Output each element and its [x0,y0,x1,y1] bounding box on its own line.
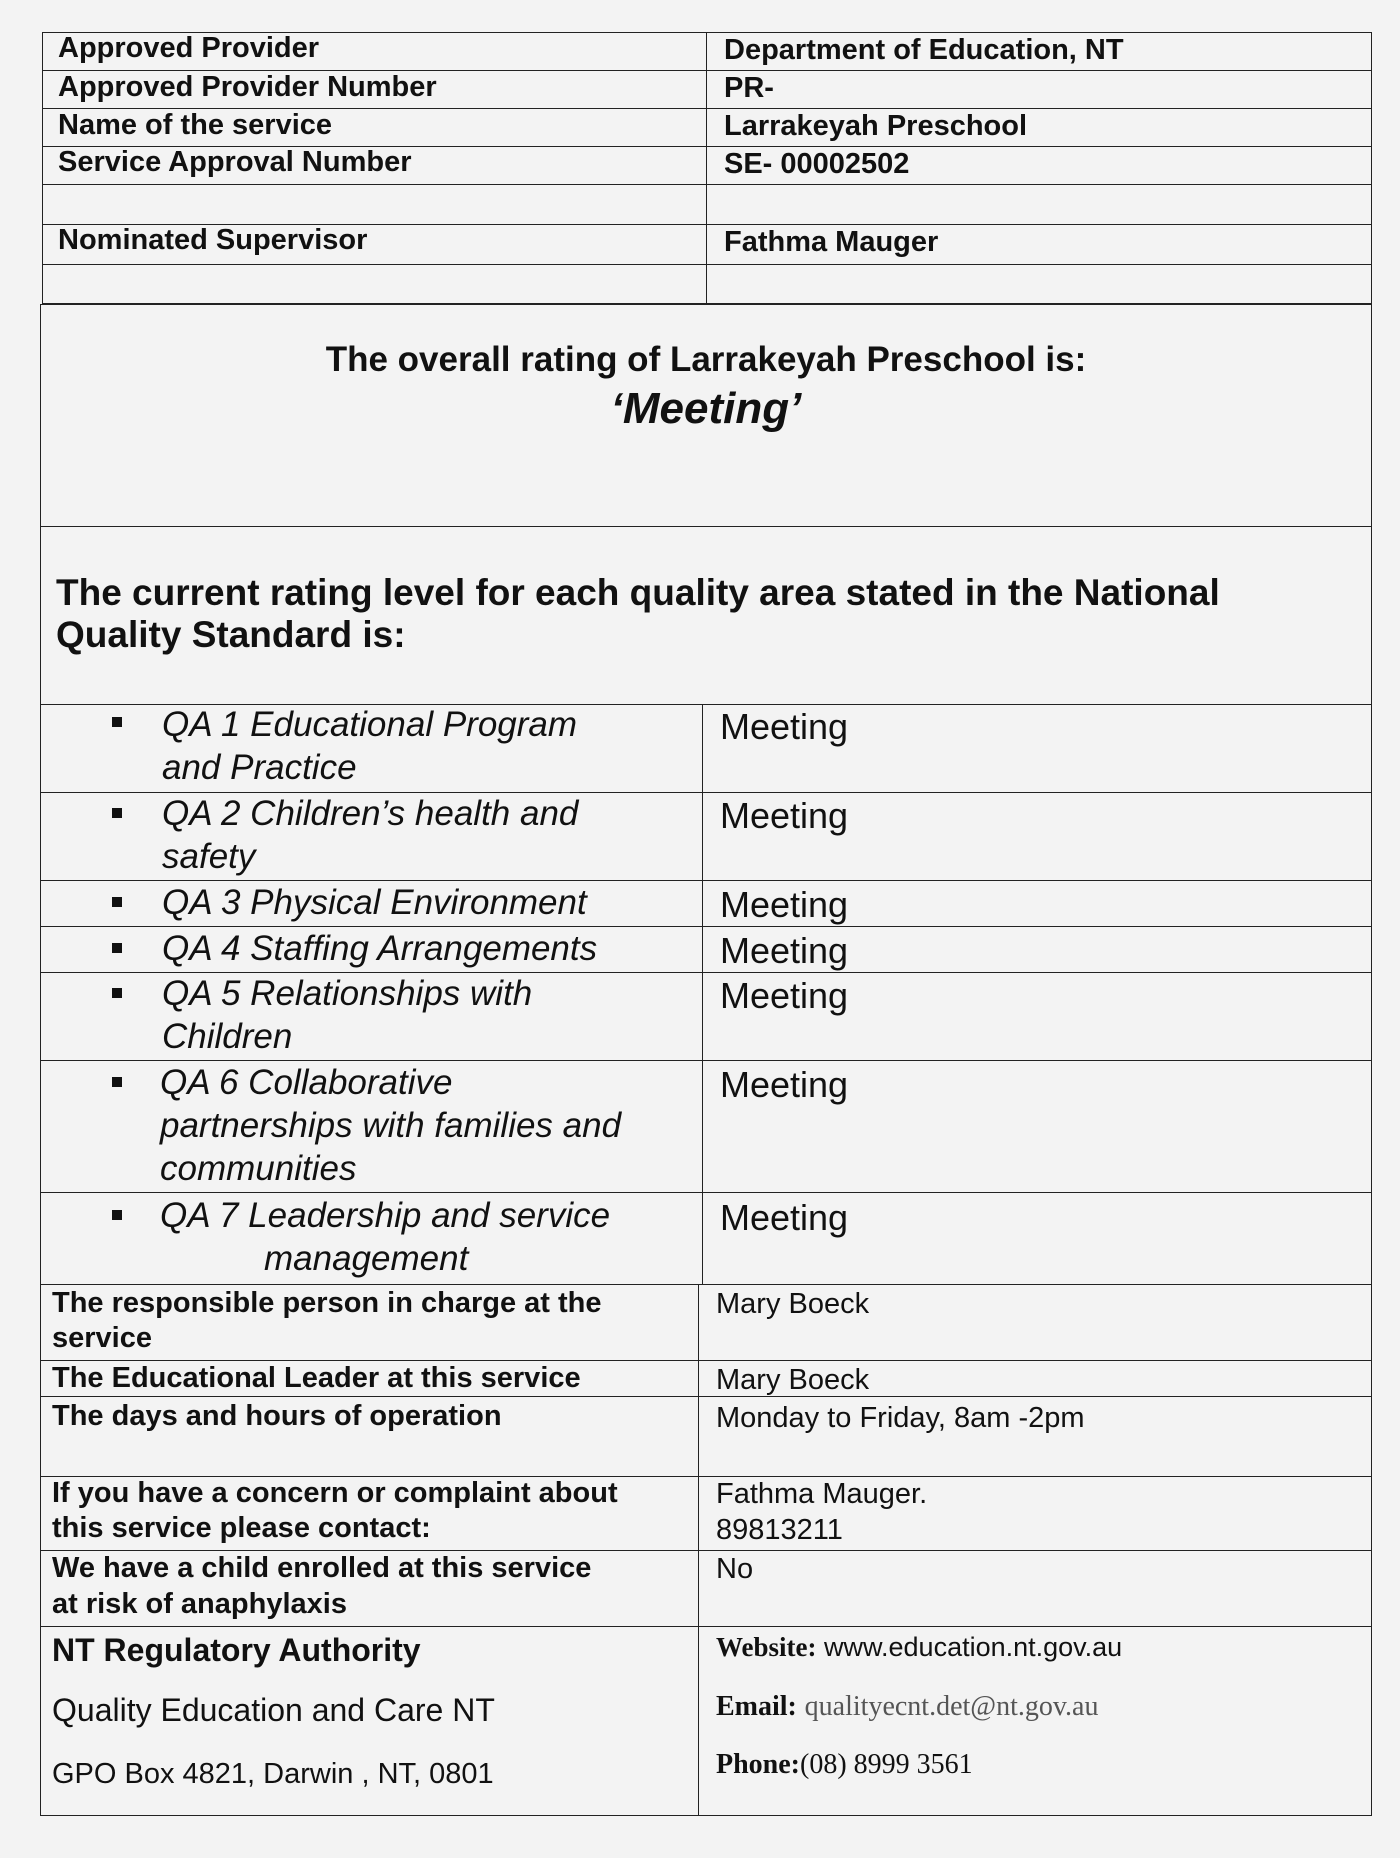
responsible-person-label: service [52,1322,152,1354]
qa4-label: QA 4 Staffing Arrangements [162,929,598,968]
bullet-icon [112,1077,122,1087]
row-line [40,1284,1372,1285]
educational-leader-label: The Educational Leader at this service [52,1362,581,1394]
qa-heading-line1: The current rating level for each quality area stated in the National [56,572,1220,613]
anaphylaxis-value: No [716,1553,754,1585]
qa3-rating: Meeting [720,884,849,925]
responsible-person-value: Mary Boeck [716,1288,870,1320]
qa5-label: QA 5 Relationships with [162,974,533,1013]
website-line [716,1632,1122,1663]
qa1-rating: Meeting [720,706,849,747]
row-line [40,972,1372,973]
qa6-label: partnerships with families and [160,1106,622,1145]
overall-divider [40,526,1372,527]
qa6-rating: Meeting [720,1064,849,1105]
authority-dept: Quality Education and Care NT [52,1692,495,1728]
qa-heading-line2: Quality Standard is: [56,614,406,655]
qa4-rating: Meeting [720,930,849,971]
complaint-label: If you have a concern or complaint about [52,1477,618,1509]
bullet-icon [112,1210,122,1220]
complaint-label: this service please contact: [52,1512,431,1544]
row-line [40,926,1372,927]
row-line [42,264,1372,265]
qa5-rating: Meeting [720,975,849,1016]
website-link[interactable]: www.education.nt.gov.au [824,1632,1123,1662]
qa3-label: QA 3 Physical Environment [162,883,587,922]
phone-value: (08) 8999 3561 [800,1749,973,1780]
row-line [42,184,1372,185]
phone-line [716,1748,973,1781]
approval-number-value: SE- 00002502 [724,148,910,180]
approval-number-label: Service Approval Number [58,146,412,178]
qa-table-divider [702,704,703,1284]
bullet-icon [112,943,122,953]
qa7-rating: Meeting [720,1197,849,1238]
qa6-label: QA 6 Collaborative [160,1063,453,1102]
email-line [716,1690,1098,1723]
qa5-label: Children [162,1017,293,1056]
responsible-person-label: The responsible person in charge at the [52,1287,602,1319]
provider-number-label: Approved Provider Number [58,71,437,103]
complaint-contact-name: Fathma Mauger. [716,1478,928,1510]
approved-provider-value: Department of Education, NT [724,34,1124,66]
row-line [40,792,1372,793]
overall-rating-value: ‘Meeting’ [610,384,802,433]
bullet-icon [112,897,122,907]
qa1-label: and Practice [162,748,357,787]
service-name-value: Larrakeyah Preschool [724,110,1028,142]
qa2-label: safety [162,837,256,876]
service-name-label: Name of the service [58,109,333,141]
authority-name: NT Regulatory Authority [52,1632,421,1668]
email-link[interactable]: qualityecnt.det@nt.gov.au [804,1691,1099,1722]
email-label: Email: [716,1691,797,1722]
qa7-label: QA 7 Leadership and service [160,1196,611,1235]
qa1-label: QA 1 Educational Program [162,705,578,744]
provider-number-value: PR- [724,72,774,104]
website-label: Website: [716,1632,817,1662]
bullet-icon [112,717,122,727]
row-line [40,1060,1372,1061]
row-line [40,880,1372,881]
qa7-label: management [264,1239,469,1278]
approved-provider-label: Approved Provider [58,32,320,64]
hours-label: The days and hours of operation [52,1400,502,1432]
bullet-icon [112,988,122,998]
row-line [40,1396,1372,1397]
supervisor-label: Nominated Supervisor [58,224,368,256]
bullet-icon [112,808,122,818]
qa2-rating: Meeting [720,795,849,836]
row-line [40,1192,1372,1193]
phone-label: Phone: [716,1749,800,1780]
anaphylaxis-label: We have a child enrolled at this service [52,1552,592,1584]
qa6-label: communities [160,1149,357,1188]
supervisor-value: Fathma Mauger [724,226,939,258]
row-line [40,1626,1372,1627]
row-line [40,1360,1372,1361]
qa2-label: QA 2 Children’s health and [162,794,579,833]
anaphylaxis-label: at risk of anaphylaxis [52,1588,347,1620]
educational-leader-value: Mary Boeck [716,1364,870,1396]
row-line [40,1550,1372,1551]
complaint-contact-phone: 89813211 [716,1514,843,1546]
hours-value: Monday to Friday, 8am -2pm [716,1402,1085,1434]
authority-address: GPO Box 4821, Darwin , NT, 0801 [52,1758,494,1790]
overall-rating-heading: The overall rating of Larrakeyah Preschool is: [325,340,1087,379]
